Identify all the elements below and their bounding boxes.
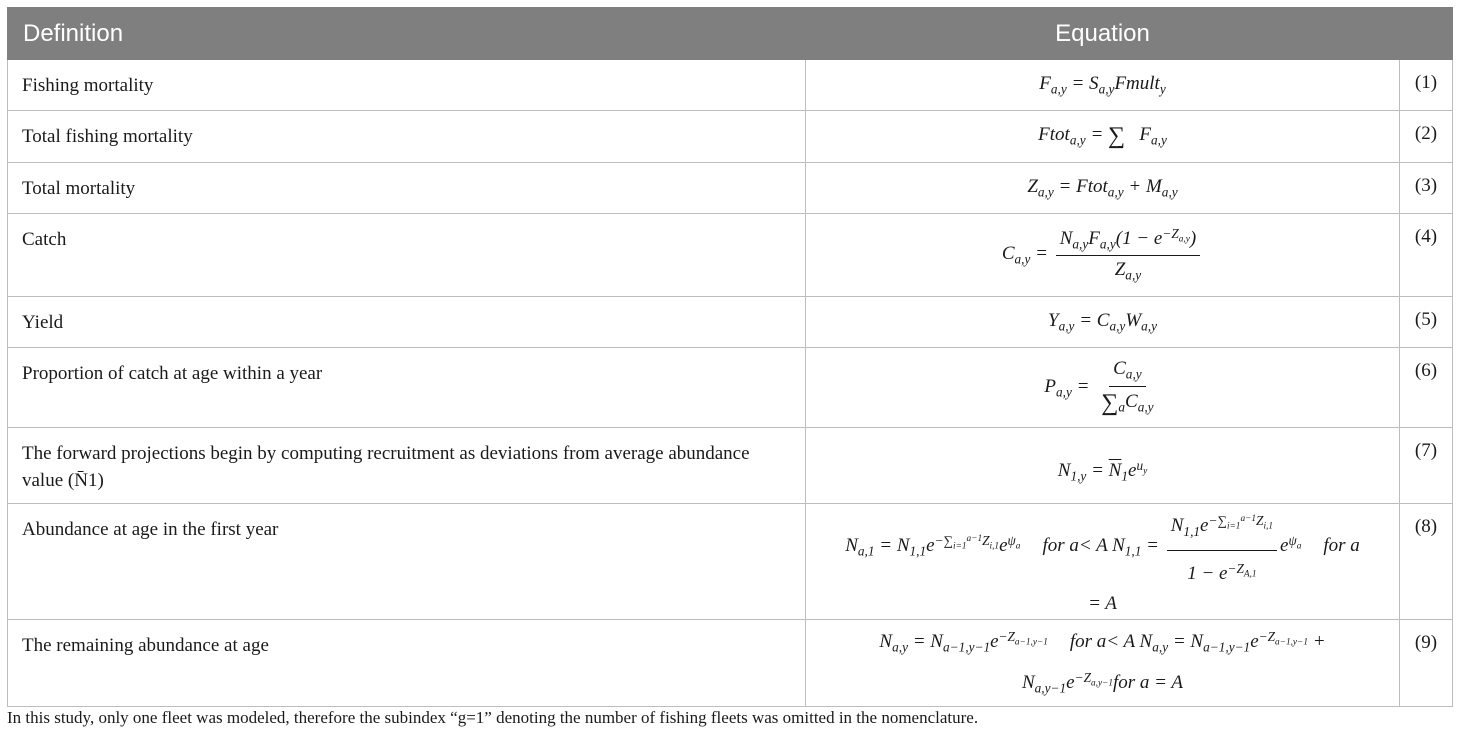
- equation-cell: [806, 163, 1400, 214]
- equation-number: (7): [1400, 428, 1453, 504]
- table-row: [8, 428, 1453, 504]
- header-row: [8, 8, 1453, 60]
- equation-7: $N_{1,y} = \overline{N}_1e^{u_y}$: [1057, 458, 1148, 484]
- equation-cell: [806, 348, 1400, 428]
- definition-cell: Total mortality: [8, 163, 806, 214]
- table-footnote: In this study, only one fleet was modeled, therefore the subindex “g=1” denoting the number of fishing fleets was omitted in the nomenclature.: [7, 708, 979, 727]
- table-row: [8, 348, 1453, 428]
- equation-number: (2): [1400, 111, 1453, 163]
- table-row: [8, 163, 1453, 214]
- definition-cell: Fishing mortality: [8, 60, 806, 111]
- definition-cell: Total fishing mortality: [8, 111, 806, 163]
- equation-number: (1): [1400, 60, 1453, 111]
- equation-6: $P_{a,y}$ = $\frac{C_{a,y}}{\sum_aC_{a,y}}$: [1044, 358, 1154, 416]
- equation-cell: [806, 504, 1400, 620]
- equation-8: $N_{a,1} = N_{1,1}e^{-\sum_{i=1}^{a-1}Z_{i,1}}e^{\psi_a}$ for a< A $N_{1,1}$ = $\frac{N_{1,1}e^{-\sum_{i=1}^{a-1}Z_{i,1}}}{1 - e^{-Z_{A,1}}}$ $e^{\psi_a}$ for a = A: [845, 504, 1360, 619]
- definition-cell: Abundance at age in the first year: [8, 504, 806, 620]
- equation-cell: [806, 620, 1400, 707]
- equation-5: $Y_{a,y} = C_{a,y}W_{a,y}$: [1047, 309, 1158, 334]
- definition-cell: Yield: [8, 297, 806, 348]
- header-number: [1400, 8, 1453, 60]
- equation-number: (8): [1400, 504, 1453, 620]
- table-row: [8, 504, 1453, 620]
- equation-cell: [806, 214, 1400, 297]
- table-row: [8, 297, 1453, 348]
- equation-number: (3): [1400, 163, 1453, 214]
- table-row: [8, 111, 1453, 163]
- equation-number: (6): [1400, 348, 1453, 428]
- table-row: [8, 60, 1453, 111]
- equation-cell: [806, 111, 1400, 163]
- equation-cell: [806, 428, 1400, 504]
- equation-number: (5): [1400, 297, 1453, 348]
- equation-1: $F_{a,y}$ = $S_{a,y}Fmult_y$: [1039, 72, 1166, 97]
- table-row: [8, 214, 1453, 297]
- header-definition: Definition: [8, 8, 806, 60]
- definition-cell: The forward projections begin by computing recruitment as deviations from average abundance value (N̄1): [8, 428, 806, 504]
- equation-4: $C_{a,y}$ = $\frac{N_{a,y}F_{a,y}(1 - e^{-Z_{a,y}})}{Z_{a,y}}$: [1002, 243, 1203, 264]
- equations-table: [7, 7, 1453, 707]
- equation-cell: [806, 60, 1400, 111]
- equation-3: $Z_{a,y}$ = Ftot$_{a,y}$ + $M_{a,y}$: [1027, 175, 1178, 200]
- equation-9: $N_{a,y} = N_{a-1,y-1}e^{-Z_{a-1,y-1}}$ for a< A $N_{a,y} = N_{a-1,y-1}e^{-Z_{a-1,y-1}}$ + $N_{a,y-1}e^{-Z_{a,y-1}}for$ a = A: [879, 629, 1326, 696]
- equation-number: (4): [1400, 214, 1453, 297]
- equation-cell: [806, 297, 1400, 348]
- definition-cell: The remaining abundance at age: [8, 620, 806, 707]
- equation-number: (9): [1400, 620, 1453, 707]
- equation-2: Ftot$_{a,y}$ = ∑ $F_{a,y}$: [1038, 123, 1167, 149]
- table-row: [8, 620, 1453, 707]
- definition-cell: Catch: [8, 214, 806, 297]
- definition-cell: Proportion of catch at age within a year: [8, 348, 806, 428]
- header-equation: Equation: [806, 8, 1400, 60]
